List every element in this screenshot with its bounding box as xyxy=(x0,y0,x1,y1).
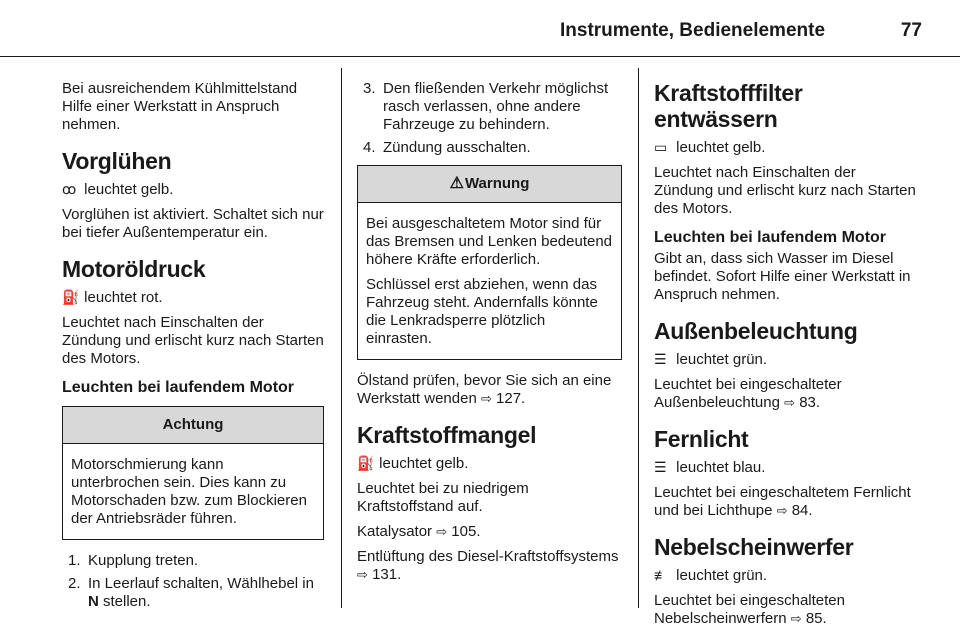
warnung-box xyxy=(357,165,622,360)
steps-list-2 xyxy=(357,80,622,157)
fuel-pump-icon: ⛽ xyxy=(357,455,375,471)
section-title-kraftstofffilter: Kraftstofffilter entwässern xyxy=(654,80,803,132)
section-title-kraftstoffmangel: Kraftstoffmangel xyxy=(357,422,537,448)
entlueftung-ref: Entlüftung des Diesel-Kraftstoffsystems ⇨ 131. xyxy=(357,548,619,583)
page-ref-arrow-icon: ⇨ xyxy=(480,391,492,406)
fuel-filter-icon: ▭ xyxy=(654,139,668,155)
achtung-text: Motorschmierung kann unterbrochen sein. Dies kann zu Motorschaden bzw. zum Blockieren der Antriebsräder führen. xyxy=(71,456,307,527)
katalysator-ref: Katalysator ⇨ 105. xyxy=(357,523,481,540)
section-title-vorgluehen: Vorglühen xyxy=(62,148,172,174)
column-3 xyxy=(654,80,919,635)
list-item: 2. In Leerlauf schalten, Wählhebel in N stellen. xyxy=(68,575,314,610)
nebelscheinwerfer-status: ≢ leuchtet grün. xyxy=(654,567,768,584)
header-divider xyxy=(0,56,960,57)
section-title-fernlicht: Fernlicht xyxy=(654,426,749,452)
page-number: 77 xyxy=(900,20,922,41)
oil-can-icon: ⛽ xyxy=(62,289,80,305)
kraftstofffilter-status: ▭ leuchtet gelb. xyxy=(654,139,766,156)
intro-text: Bei ausreichendem Kühlmittelstand Hilfe einer Werkstatt in Anspruch nehmen. xyxy=(62,80,298,133)
high-beam-icon: ☰ xyxy=(654,459,667,475)
fernlicht-status: ☰ leuchtet blau. xyxy=(654,459,766,476)
column-2 xyxy=(357,80,622,591)
oelstand-text: Ölstand prüfen, bevor Sie sich an eine Werkstatt wenden ⇨ 127. xyxy=(357,372,612,407)
kraftstofffilter-text: Leuchtet nach Einschalten der Zündung und erlischt kurz nach Starten des Motors. xyxy=(654,164,916,217)
aussenbeleuchtung-text: Leuchtet bei eingeschalteter Außenbeleuchtung ⇨ 83. xyxy=(654,376,842,411)
page-ref-arrow-icon: ⇨ xyxy=(784,395,796,410)
page-ref-arrow-icon: ⇨ xyxy=(436,524,448,539)
section-title-aussenbeleuchtung: Außenbeleuchtung xyxy=(654,318,858,344)
vorgluehen-text: Vorglühen ist aktiviert. Schaltet sich nur bei tiefer Außentemperatur ein. xyxy=(62,206,324,241)
page-ref-arrow-icon: ⇨ xyxy=(357,567,368,582)
page-header-title: Instrumente, Bedienelemente xyxy=(560,20,826,41)
section-title-motoroeldruck: Motoröldruck xyxy=(62,256,206,282)
glow-plug-icon: ꝏ xyxy=(62,181,77,197)
kraftstofffilter-subtext: Gibt an, dass sich Wasser im Diesel befindet. Sofort Hilfe einer Werkstatt in Anspruch nehmen. xyxy=(654,250,911,303)
column-divider-1 xyxy=(341,68,342,608)
list-item: 1. Kupplung treten. xyxy=(68,552,199,569)
aussenbeleuchtung-status: ☰ leuchtet grün. xyxy=(654,351,768,368)
vorgluehen-status: ꝏ leuchtet gelb. xyxy=(62,181,174,198)
column-1 xyxy=(62,80,324,616)
section-title-nebelscheinwerfer: Nebelscheinwerfer xyxy=(654,534,854,560)
list-item: 4. Zündung ausschalten. xyxy=(363,139,531,156)
nebelscheinwerfer-text: Leuchtet bei eingeschalteten Nebelscheinwerfern ⇨ 85. xyxy=(654,592,845,627)
achtung-title: Achtung xyxy=(63,407,323,444)
fernlicht-text: Leuchtet bei eingeschaltetem Fernlicht und bei Lichthupe ⇨ 84. xyxy=(654,484,911,519)
column-divider-2 xyxy=(638,68,639,608)
fog-light-icon: ≢ xyxy=(654,567,668,583)
warnung-text-1: Bei ausgeschaltetem Motor sind für das Bremsen und Lenken bedeutend höhere Kräfte erforderlich. xyxy=(366,215,613,268)
motoroeldruck-subtitle: Leuchten bei laufendem Motor xyxy=(62,379,295,396)
motoroeldruck-text: Leuchtet nach Einschalten der Zündung und erlischt kurz nach Starten des Motors. xyxy=(62,314,324,367)
warnung-title: ⚠Warnung xyxy=(358,166,621,203)
steps-list-1 xyxy=(62,552,324,611)
kraftstofffilter-subtitle: Leuchten bei laufendem Motor xyxy=(654,229,887,246)
page-ref-arrow-icon: ⇨ xyxy=(776,503,788,518)
warning-triangle-icon: ⚠ xyxy=(449,175,464,192)
kraftstoffmangel-text: Leuchtet bei zu niedrigem Kraftstoffstand auf. xyxy=(357,480,529,515)
list-item: 3. Den fließenden Verkehr möglichst rasch verlassen, ohne andere Fahrzeuge zu behindern. xyxy=(363,80,609,133)
page-ref-arrow-icon: ⇨ xyxy=(790,611,802,626)
kraftstoffmangel-status: ⛽ leuchtet gelb. xyxy=(357,455,469,472)
achtung-box xyxy=(62,406,324,540)
warnung-text-2: Schlüssel erst abziehen, wenn das Fahrzeug steht. Andernfalls könnte die Lenkradsperre plötzlich einrasten. xyxy=(366,276,598,347)
exterior-light-icon: ☰ xyxy=(654,351,667,367)
motoroeldruck-status: ⛽ leuchtet rot. xyxy=(62,289,163,306)
